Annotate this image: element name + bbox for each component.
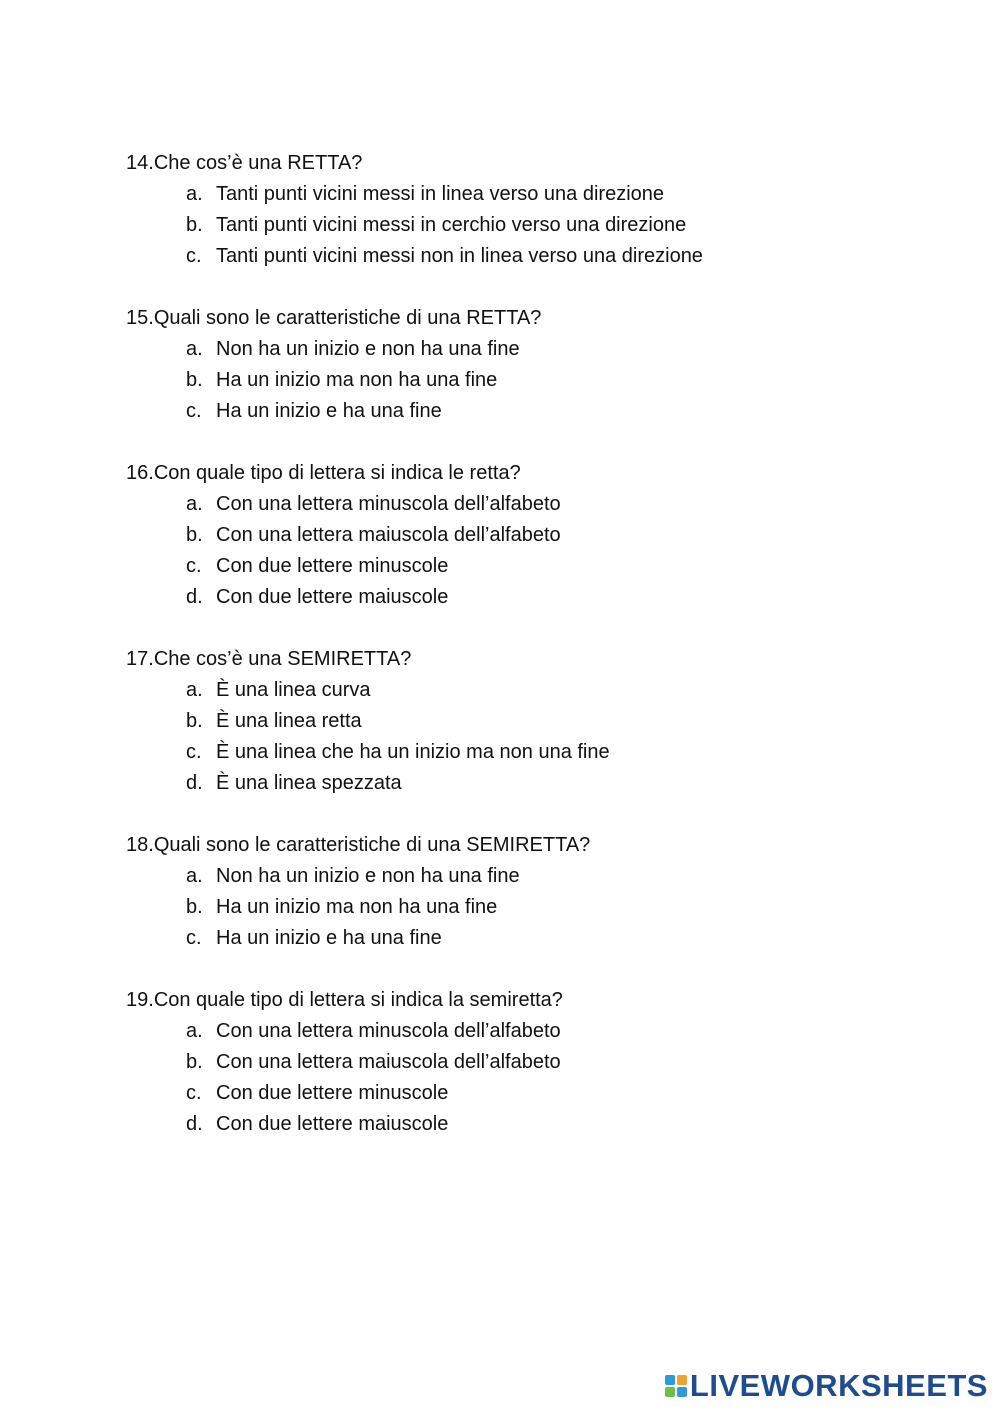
question-text: Che cos’è una SEMIRETTA? [153, 648, 412, 670]
option-item [126, 551, 946, 582]
option-text: Tanti punti vicini messi in linea verso una direzione [216, 183, 665, 205]
option-item [126, 892, 946, 923]
logo-square [677, 1387, 687, 1397]
logo-square [665, 1375, 675, 1385]
option-letter: a. [186, 338, 203, 360]
option-item [126, 675, 946, 706]
option-text: È una linea spezzata [216, 772, 402, 794]
option-letter: a. [186, 183, 203, 205]
question-number: 15. [126, 307, 154, 329]
question-number: 16. [126, 462, 154, 484]
option-text: Con una lettera minuscola dell’alfabeto [216, 493, 561, 515]
options-list [126, 179, 946, 272]
option-text: Ha un inizio ma non ha una fine [216, 896, 498, 918]
question-15 [126, 303, 946, 427]
options-list [126, 334, 946, 427]
option-text: Tanti punti vicini messi non in linea verso una direzione [216, 245, 703, 267]
question-line [126, 458, 946, 489]
option-letter: c. [186, 927, 202, 949]
liveworksheets-logo-icon [665, 1375, 687, 1397]
option-item [126, 768, 946, 799]
option-text: Con una lettera maiuscola dell’alfabeto [216, 1051, 561, 1073]
option-letter: b. [186, 710, 203, 732]
option-text: È una linea che ha un inizio ma non una fine [216, 741, 610, 763]
option-item [126, 489, 946, 520]
option-item [126, 210, 946, 241]
option-item [126, 1016, 946, 1047]
brand-watermark [665, 1368, 988, 1404]
logo-square [665, 1387, 675, 1397]
question-14 [126, 148, 946, 272]
option-item [126, 1047, 946, 1078]
option-item [126, 365, 946, 396]
options-list [126, 675, 946, 799]
question-17 [126, 644, 946, 799]
option-text: Con una lettera maiuscola dell’alfabeto [216, 524, 561, 546]
option-letter: d. [186, 586, 203, 608]
option-letter: b. [186, 524, 203, 546]
option-text: Con due lettere minuscole [216, 555, 449, 577]
option-letter: b. [186, 896, 203, 918]
option-letter: b. [186, 1051, 203, 1073]
option-letter: c. [186, 400, 202, 422]
question-18 [126, 830, 946, 954]
option-letter: a. [186, 865, 203, 887]
option-item [126, 396, 946, 427]
option-item [126, 923, 946, 954]
options-list [126, 489, 946, 613]
question-number: 18. [126, 834, 154, 856]
option-letter: b. [186, 369, 203, 391]
logo-square [677, 1375, 687, 1385]
option-item [126, 241, 946, 272]
options-list [126, 861, 946, 954]
option-text: Con due lettere maiuscole [216, 586, 449, 608]
option-text: Ha un inizio ma non ha una fine [216, 369, 498, 391]
option-item [126, 706, 946, 737]
question-number: 17. [126, 648, 154, 670]
option-letter: a. [186, 679, 203, 701]
question-19 [126, 985, 946, 1140]
option-text: Con due lettere maiuscole [216, 1113, 449, 1135]
option-text: Ha un inizio e ha una fine [216, 400, 442, 422]
option-item [126, 520, 946, 551]
question-line [126, 303, 946, 334]
option-letter: c. [186, 741, 202, 763]
option-letter: c. [186, 1082, 202, 1104]
option-item [126, 861, 946, 892]
question-text: Con quale tipo di lettera si indica le retta? [153, 462, 521, 484]
brand-name: LIVEWORKSHEETS [689, 1368, 988, 1403]
option-item [126, 1078, 946, 1109]
option-letter: d. [186, 1113, 203, 1135]
option-item [126, 1109, 946, 1140]
option-text: Non ha un inizio e non ha una fine [216, 338, 520, 360]
question-text: Che cos’è una RETTA? [153, 152, 363, 174]
option-text: Con due lettere minuscole [216, 1082, 449, 1104]
option-letter: c. [186, 245, 202, 267]
question-number: 14. [126, 152, 154, 174]
option-text: Tanti punti vicini messi in cerchio verso una direzione [216, 214, 687, 236]
option-letter: d. [186, 772, 203, 794]
option-letter: c. [186, 555, 202, 577]
option-item [126, 334, 946, 365]
option-item [126, 179, 946, 210]
options-list [126, 1016, 946, 1140]
option-text: Con una lettera minuscola dell’alfabeto [216, 1020, 561, 1042]
option-item [126, 582, 946, 613]
question-text: Con quale tipo di lettera si indica la semiretta? [153, 989, 563, 1011]
option-text: Ha un inizio e ha una fine [216, 927, 442, 949]
option-text: È una linea retta [216, 710, 362, 732]
question-line [126, 148, 946, 179]
question-line [126, 830, 946, 861]
option-letter: b. [186, 214, 203, 236]
question-text: Quali sono le caratteristiche di una RETTA? [153, 307, 542, 329]
option-letter: a. [186, 1020, 203, 1042]
worksheet [126, 148, 946, 1171]
question-number: 19. [126, 989, 154, 1011]
option-text: È una linea curva [216, 679, 371, 701]
question-line [126, 644, 946, 675]
option-text: Non ha un inizio e non ha una fine [216, 865, 520, 887]
question-line [126, 985, 946, 1016]
option-letter: a. [186, 493, 203, 515]
option-item [126, 737, 946, 768]
question-16 [126, 458, 946, 613]
question-text: Quali sono le caratteristiche di una SEMIRETTA? [153, 834, 591, 856]
